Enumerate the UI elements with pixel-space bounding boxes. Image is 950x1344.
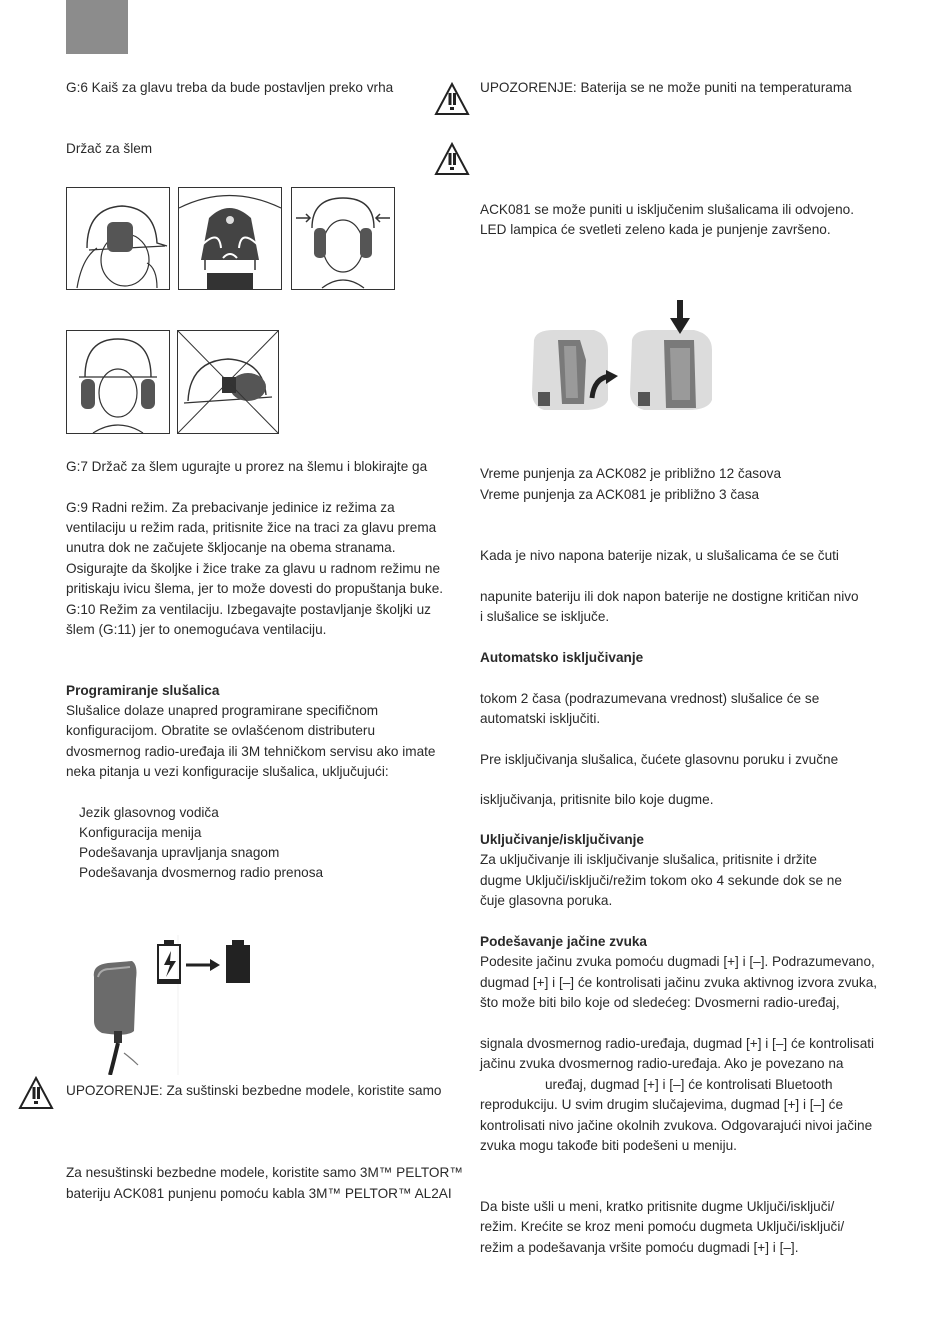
figure-holder-closeup: [178, 187, 282, 290]
low-battery-line: napunite bateriju ili dok napon baterije ne dostigne kritičan nivo: [480, 589, 859, 604]
figure-work-mode: [66, 330, 170, 434]
warning-icon: [434, 142, 470, 176]
programming-line: konfiguracijom. Obratite se ovlašćenom distributeru: [66, 723, 376, 738]
charge-time-line: Vreme punjenja za ACK081 je približno 3 časa: [480, 487, 760, 502]
g7-text: G:7 Držač za šlem ugurajte u prorez na šlemu i blokirajte ga: [66, 459, 428, 474]
warning-icon: [434, 82, 470, 116]
ack081-line: LED lampica će svetleti zeleno kada je punjenje završeno.: [480, 222, 831, 237]
onoff-line: Za uključivanje ili isključivanje slušalica, pritisnite i držite: [480, 852, 817, 867]
low-battery-line: i slušalice se isključe.: [480, 609, 610, 624]
config-item: Podešavanja upravljanja snagom: [79, 845, 280, 860]
figure-headset-fitting: [291, 187, 395, 290]
ack081-line: ACK081 se može puniti u isključenim slušalicama ili odvojeno.: [480, 202, 855, 217]
nonintrinsic-line: Za nesuštinski bezbedne modele, koristite samo 3M™ PELTOR™: [66, 1165, 463, 1180]
g9-line: G:9 Radni režim. Za prebacivanje jedinice iz režima za: [66, 500, 395, 515]
volume-line: jačinu zvuka dvosmernog radio-uređaja. Ako je povezano na: [480, 1056, 844, 1071]
g10-line: šlem (G:11) jer to onemogućava ventilaciju.: [66, 622, 327, 637]
programming-line: Slušalice dolaze unapred programirane specifičnom: [66, 703, 379, 718]
helmet-holder-label: Držač za šlem: [66, 141, 153, 156]
charge-time-line: Vreme punjenja za ACK082 je približno 12 časova: [480, 466, 782, 481]
config-item: Podešavanja dvosmernog radio prenosa: [79, 865, 324, 880]
auto-off-line: tokom 2 časa (podrazumevana vrednost) slušalice će se: [480, 691, 820, 706]
g10-line: G:10 Režim za ventilaciju. Izbegavajte postavljanje školjki uz: [66, 602, 431, 617]
auto-off-line: automatski isključiti.: [480, 711, 601, 726]
volume-line-bluetooth: uređaj, dugmad [+] i [–] će kontrolisati Bluetooth: [545, 1077, 833, 1092]
volume-heading: Podešavanje jačine zvuka: [480, 934, 647, 949]
menu-line: režim. Krećite se kroz meni pomoću dugmeta Uključi/isključi/: [480, 1219, 845, 1234]
battery-insertion-illustration: [524, 300, 720, 418]
volume-line: Podesite jačinu zvuka pomoću dugmadi [+] i [–]. Podrazumevano,: [480, 954, 875, 969]
onoff-line: dugme Uključi/isključi/režim tokom oko 4 sekunde dok se ne: [480, 873, 842, 888]
battery-charging-illustration: [88, 935, 266, 1075]
programming-heading: Programiranje slušalica: [66, 683, 220, 698]
volume-line: zvuka mogu takođe biti podešeni u meniju.: [480, 1138, 737, 1153]
auto-off-heading: Automatsko isključivanje: [480, 650, 644, 665]
onoff-heading: Uključivanje/isključivanje: [480, 832, 644, 847]
warning-intrinsic-text: UPOZORENJE: Za suštinski bezbedne modele, koristite samo: [66, 1083, 442, 1098]
menu-line: Da biste ušli u meni, kratko pritisnite dugme Uključi/isključi/: [480, 1199, 835, 1214]
figure-incorrect-position: [177, 330, 279, 434]
g9-line: ventilaciju u režim rada, pritisnite žice na traci za glavu prema: [66, 520, 437, 535]
g6-text: G:6 Kaiš za glavu treba da bude postavljen preko vrha: [66, 80, 394, 95]
corner-tab: [66, 0, 128, 54]
programming-line: dvosmernog radio-uređaja ili 3M tehničkom servisu ako imate: [66, 744, 436, 759]
programming-line: neka pitanja u vezi konfiguracije slušalica, uključujući:: [66, 764, 389, 779]
menu-line: režim a podešavanja vršite pomoću dugmadi [+] i [–].: [480, 1240, 799, 1255]
figure-helmet-attach: [66, 187, 170, 290]
warning-icon: [18, 1076, 54, 1110]
volume-line: signala dvosmernog radio-uređaja, dugmad [+] i [–] će kontrolisati: [480, 1036, 875, 1051]
nonintrinsic-line: bateriju ACK081 punjenu pomoću kabla 3M™ PELTOR™ AL2AI: [66, 1186, 452, 1201]
g9-line: Osigurajte da školjke i žice trake za glavu u radnom režimu ne: [66, 561, 441, 576]
onoff-line: čuje glasovna poruka.: [480, 893, 613, 908]
g9-line: unutra dok ne začujete škljocanje na obema stranama.: [66, 540, 396, 555]
warning-temp-text: UPOZORENJE: Baterija se ne može puniti na temperaturama: [480, 80, 852, 95]
low-battery-line: Kada je nivo napona baterije nizak, u slušalicama će se čuti: [480, 548, 839, 563]
before-off-line: Pre isključivanja slušalica, čućete glasovnu poruku i zvučne: [480, 752, 839, 767]
g9-line: pritiskaju ivicu šlema, jer to može dovesti do propuštanja buke.: [66, 581, 444, 596]
before-off-line: isključivanja, pritisnite bilo koje dugme.: [480, 792, 714, 807]
volume-line: kontrolisati nivo jačine okolnih zvukova. Odgovarajući nivoi jačine: [480, 1118, 873, 1133]
volume-line: što može biti bilo koje od sledećeg: Dvosmerni radio-uređaj,: [480, 995, 840, 1010]
volume-line: dugmad [+] i [–] će kontrolisati jačinu zvuka aktivnog izvora zvuka,: [480, 975, 878, 990]
volume-line: reprodukciju. U svim drugim slučajevima, dugmad [+] i [–] će: [480, 1097, 844, 1112]
config-item: Konfiguracija menija: [79, 825, 202, 840]
config-item: Jezik glasovnog vodiča: [79, 805, 219, 820]
